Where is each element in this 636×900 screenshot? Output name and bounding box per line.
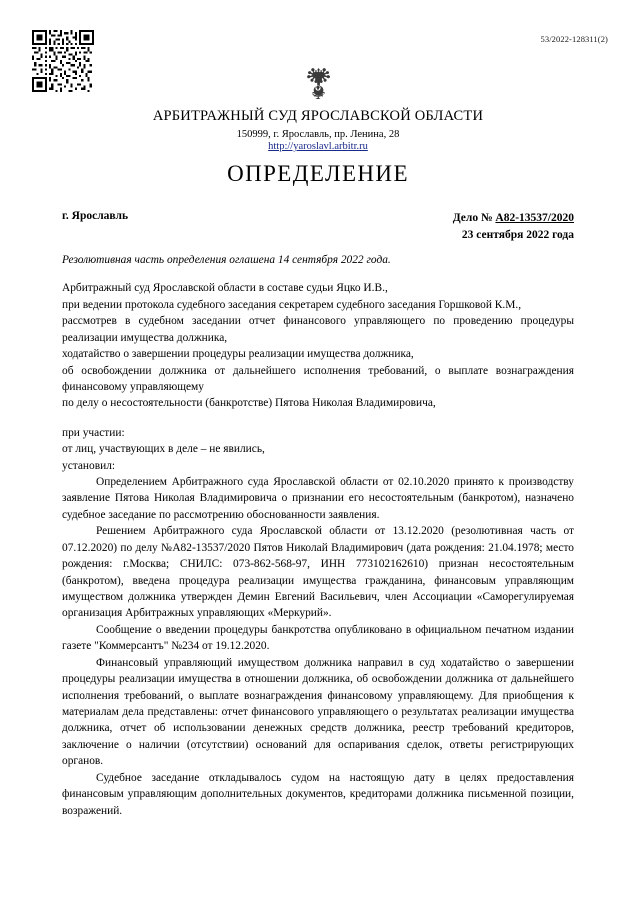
case-number-label: Дело № [452, 212, 496, 224]
established-label: установил: [62, 459, 116, 472]
case-number-row [453, 210, 574, 227]
document-code: 53/2022-128311(2) [540, 34, 608, 44]
body-paragraph-2: Решением Арбитражного суда Ярославской области от 13.12.2020 (резолютивная часть от 07.12.2020) по делу №А82-13537/2020 Пятов Николай Владимирович (дата рождения: 21.04.1978; место рождения: г.Москва; СНИЛС: 073-862-568-97, ИНН 773102162610) признан несостоятельным (банкротом), введена процедура реализации имущества гражданина, финансовым управляющим имуществом должника утвержден Демин Евгений Васильевич, член Ассоциации «Саморегулируемая организация Арбитражных управляющих «Меркурий». [62, 525, 574, 620]
case-date: 23 сентября 2022 года [461, 229, 574, 242]
document-title: ОПРЕДЕЛЕНИЕ [227, 161, 409, 186]
secretary-line: при ведении протокола судебного заседания секретарем судебного заседания Горшковой К.М., [62, 298, 522, 311]
subject-line-1: рассмотрев в судебном заседании отчет финансового управляющего по проведению процедуры реализации имущества должника, [62, 315, 574, 344]
court-website-url[interactable]: http://yaroslavl.arbitr.ru [268, 141, 368, 152]
document-body [62, 252, 574, 819]
body-paragraph-3: Сообщение о введении процедуры банкротства опубликовано в официальном печатном издании газете "Коммерсантъ" №234 от 19.12.2020. [62, 623, 574, 653]
body-paragraph-5: Судебное заседание откладывалось судом на настоящую дату в целях предоставления финансовым управляющим дополнительных документов, кредиторами должника письменной позиции, возражений. [62, 771, 574, 817]
case-header-row [62, 210, 574, 245]
court-address: 150999, г. Ярославль, пр. Ленина, 28 [236, 129, 400, 140]
body-paragraph-4: Финансовый управляющий имуществом должника направил в суд ходатайство о завершении процедуры реализации имущества в отношении должника, об освобождении должника от дальнейшего исполнения требований, о выплате вознаграждения финансовому управляющему. Для приобщения к материалам дела представлены: отчет финансового управляющего о результатах реализации имущества должника, отчет об использовании денежных средств должника, реестр требований кредиторов, заключение о наличии (отсутствии) оснований для оспаривания сделок, ответы регистрирующих органов. [62, 656, 574, 768]
participation-label: при участии: [62, 426, 125, 439]
court-website-link[interactable] [0, 141, 636, 152]
participation-value: от лиц, участвующих в деле – не явились, [62, 443, 265, 456]
subject-line-2: ходатайство о завершении процедуры реализации имущества должника, [62, 348, 414, 361]
subject-line-3: об освобождении должника от дальнейшего исполнения требований, о выплате вознаграждения финансовому управляющему [62, 364, 574, 393]
resolution-announced-line: Резолютивная часть определения оглашена 14 сентября 2022 года. [62, 254, 391, 266]
body-paragraph-1: Определением Арбитражного суда Ярославской области от 02.10.2020 принято к производству заявление Пятова Николая Владимировича о признании его несостоятельным (банкротом), назначено судебное заседание по рассмотрению обоснованности заявления. [62, 476, 574, 521]
court-name: АРБИТРАЖНЫЙ СУД ЯРОСЛАВСКОЙ ОБЛАСТИ [152, 108, 484, 124]
russian-federation-coat-of-arms-icon [0, 66, 636, 107]
case-number-value: А82-13537/2020 [495, 212, 574, 224]
court-composition-line: Арбитражный суд Ярославской области в составе судьи Яцко И.В., [62, 282, 388, 295]
case-details [453, 210, 574, 245]
case-city: г. Ярославль [62, 210, 129, 222]
subject-line-4: по делу о несостоятельности (банкротстве) Пятова Николая Владимировича, [62, 397, 436, 410]
court-header [0, 108, 636, 187]
